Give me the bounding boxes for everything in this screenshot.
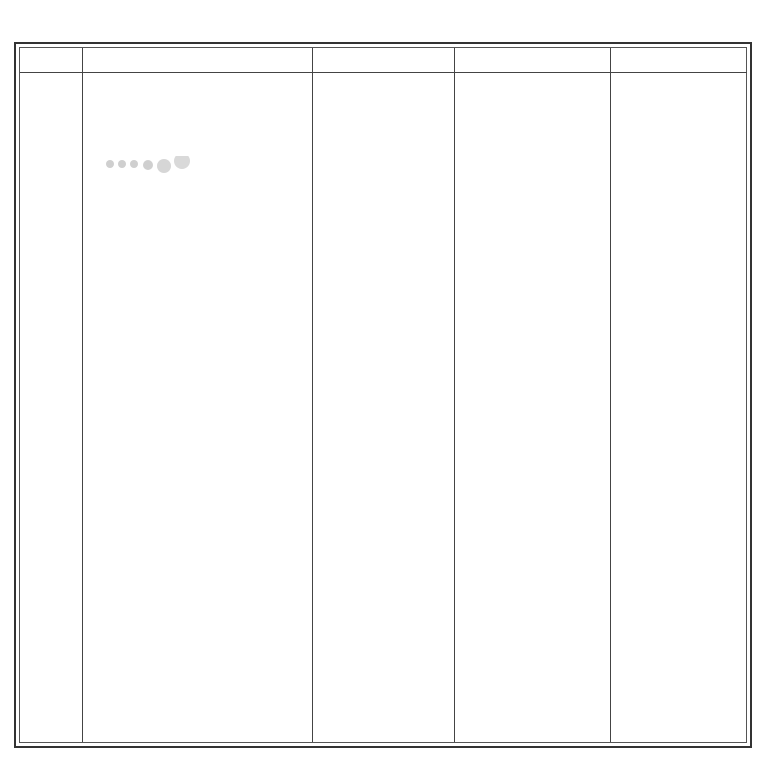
header-no: [20, 48, 82, 72]
header-property: [82, 48, 312, 72]
table-header-row: [20, 48, 747, 73]
watermark-dots-icon: [104, 156, 194, 178]
vitfa-watermark-logo: [68, 92, 228, 178]
column-divider: [454, 48, 455, 742]
column-divider: [312, 48, 313, 742]
spec-table: [19, 47, 747, 743]
page-title: [0, 0, 768, 20]
header-unit: [312, 48, 454, 72]
header-result: [610, 48, 747, 72]
header-test-method: [454, 48, 610, 72]
column-divider: [610, 48, 611, 742]
column-divider: [82, 48, 83, 742]
spec-sheet: [14, 42, 752, 748]
